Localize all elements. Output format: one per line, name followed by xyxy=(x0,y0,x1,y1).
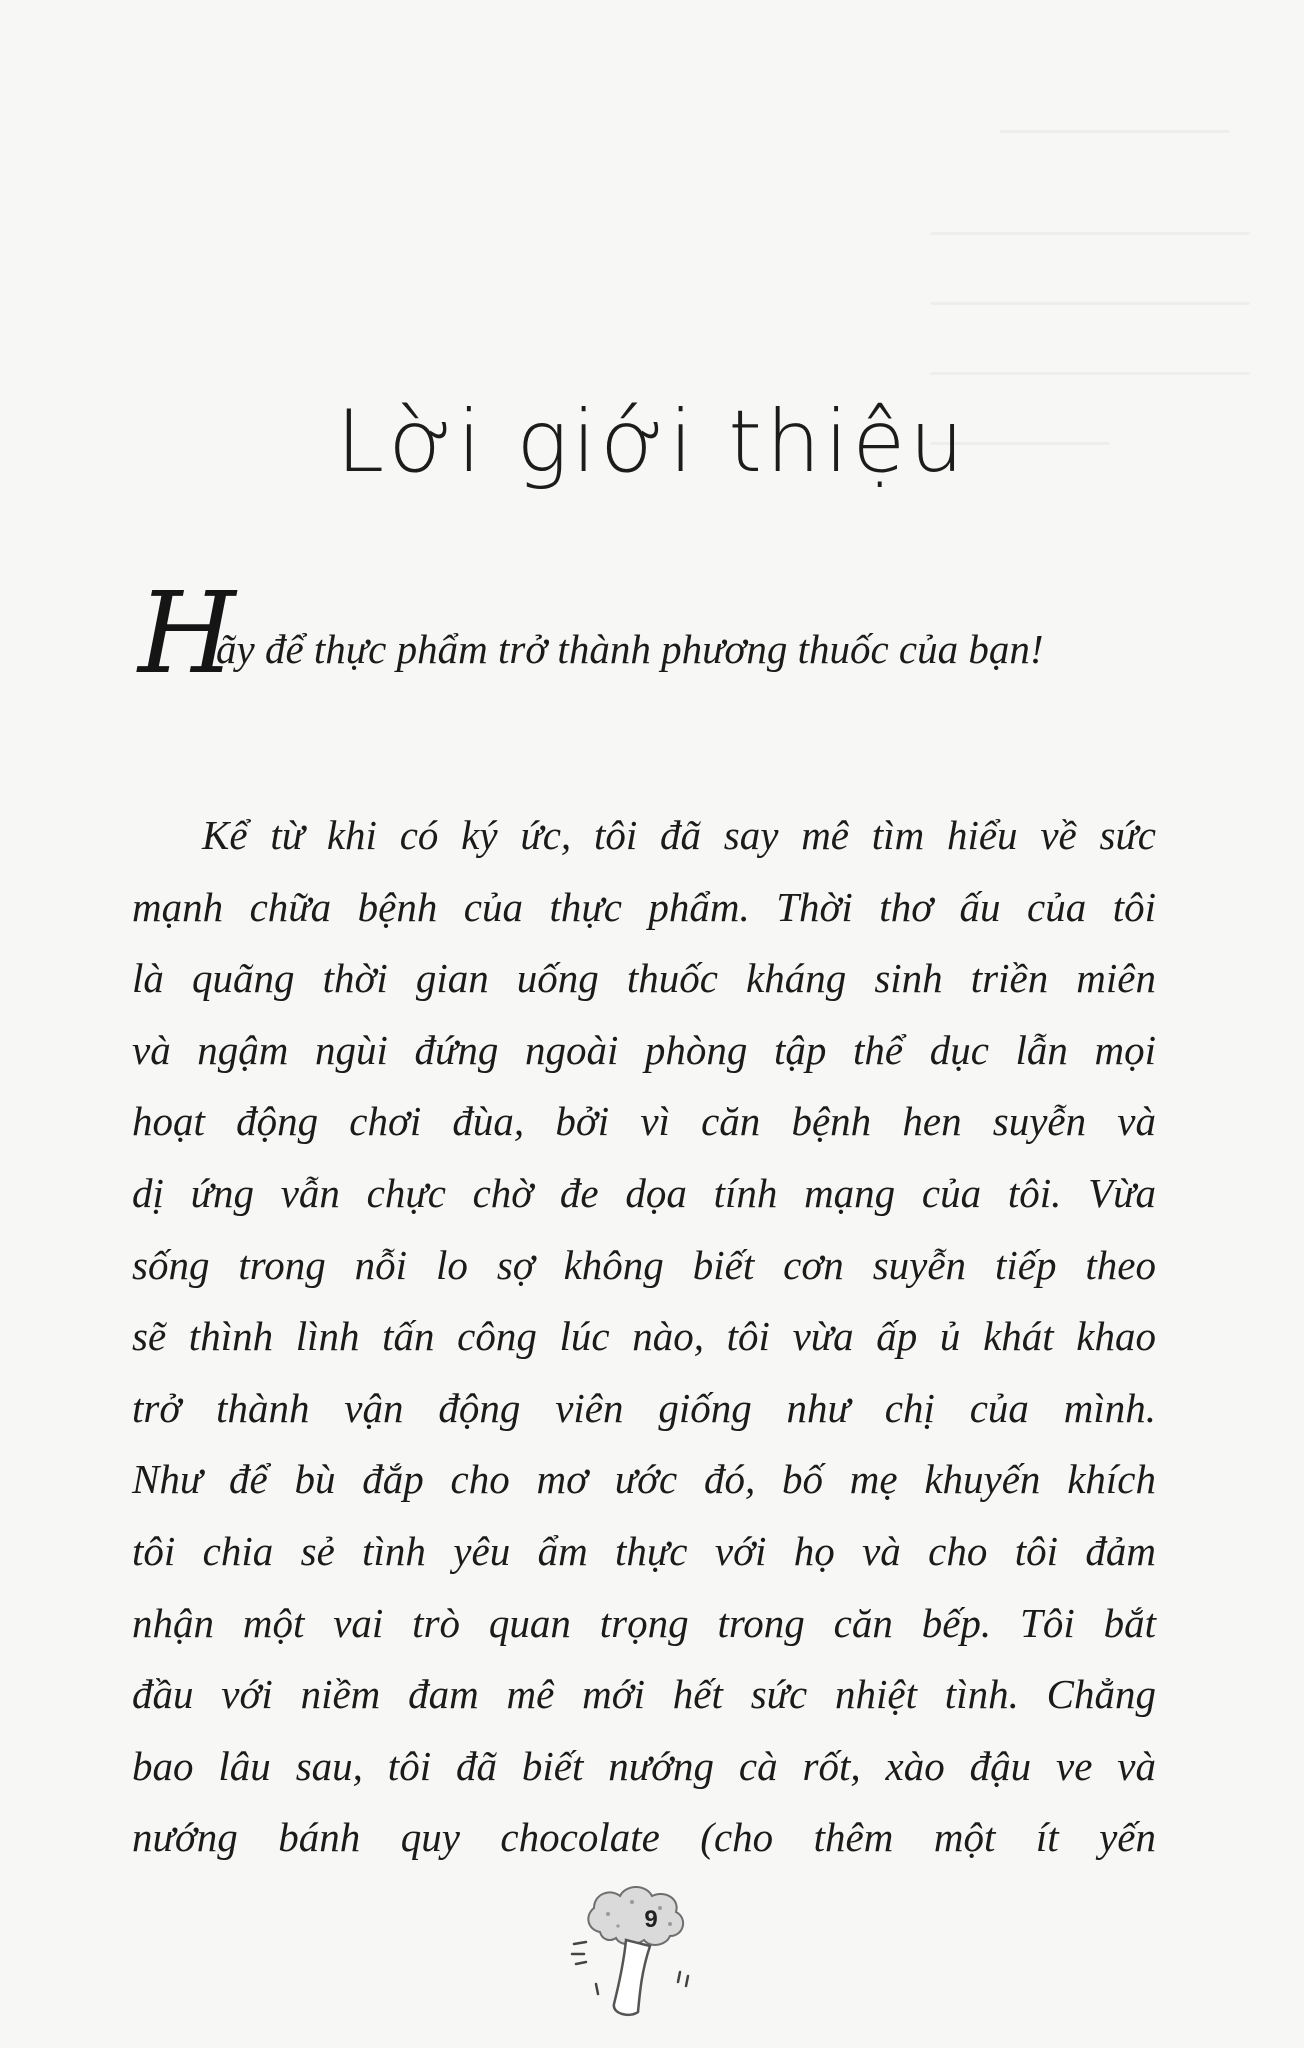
epigraph xyxy=(138,569,1178,699)
page-number: 9 xyxy=(644,1906,658,1933)
epigraph-text: ãy để thực phẩm trở thành phương thuốc của bạn! xyxy=(216,626,1044,672)
bleed-through-line xyxy=(930,302,1250,305)
body-line: nhận một vai trò quan trọng trong căn bếp. Tôi bắt xyxy=(132,1599,1156,1646)
body-line: trở thành vận động viên giống như chị của mình. xyxy=(132,1384,1156,1431)
body-line: và ngậm ngùi đứng ngoài phòng tập thể dục lẫn mọi xyxy=(132,1026,1156,1073)
body-line: tôi chia sẻ tình yêu ẩm thực với họ và cho tôi đảm xyxy=(132,1527,1156,1574)
drop-cap: H xyxy=(138,569,236,699)
body-line: mạnh chữa bệnh của thực phẩm. Thời thơ ấu của tôi xyxy=(132,883,1156,930)
body-line: bao lâu sau, tôi đã biết nướng cà rốt, xào đậu ve và xyxy=(132,1742,1156,1789)
broccoli-icon xyxy=(560,1880,720,2030)
body-line: sẽ thình lình tấn công lúc nào, tôi vừa ấp ủ khát khao xyxy=(132,1313,1156,1360)
page-footer xyxy=(560,1880,720,2030)
bleed-through-line xyxy=(1000,130,1230,133)
body-line: sống trong nỗi lo sợ không biết cơn suyễn tiếp theo xyxy=(132,1241,1156,1288)
body-line: đầu với niềm đam mê mới hết sức nhiệt tình. Chẳng xyxy=(132,1671,1156,1718)
bleed-through-line xyxy=(930,372,1250,375)
bleed-through-line xyxy=(930,232,1250,235)
body-line: là quãng thời gian uống thuốc kháng sinh triền miên xyxy=(132,955,1156,1002)
body-line: dị ứng vẫn chực chờ đe dọa tính mạng của tôi. Vừa xyxy=(132,1169,1156,1216)
body-line: Kể từ khi có ký ức, tôi đã say mê tìm hiểu về sức xyxy=(202,812,1156,858)
body-line: Như để bù đắp cho mơ ước đó, bố mẹ khuyến khích xyxy=(132,1456,1156,1503)
body-line: hoạt động chơi đùa, bởi vì căn bệnh hen suyễn và xyxy=(132,1098,1156,1145)
body-paragraph xyxy=(132,800,1156,1874)
body-line: nướng bánh quy chocolate (cho thêm một ít yến xyxy=(132,1814,1156,1861)
chapter-title: Lời giới thiệu xyxy=(336,392,968,492)
